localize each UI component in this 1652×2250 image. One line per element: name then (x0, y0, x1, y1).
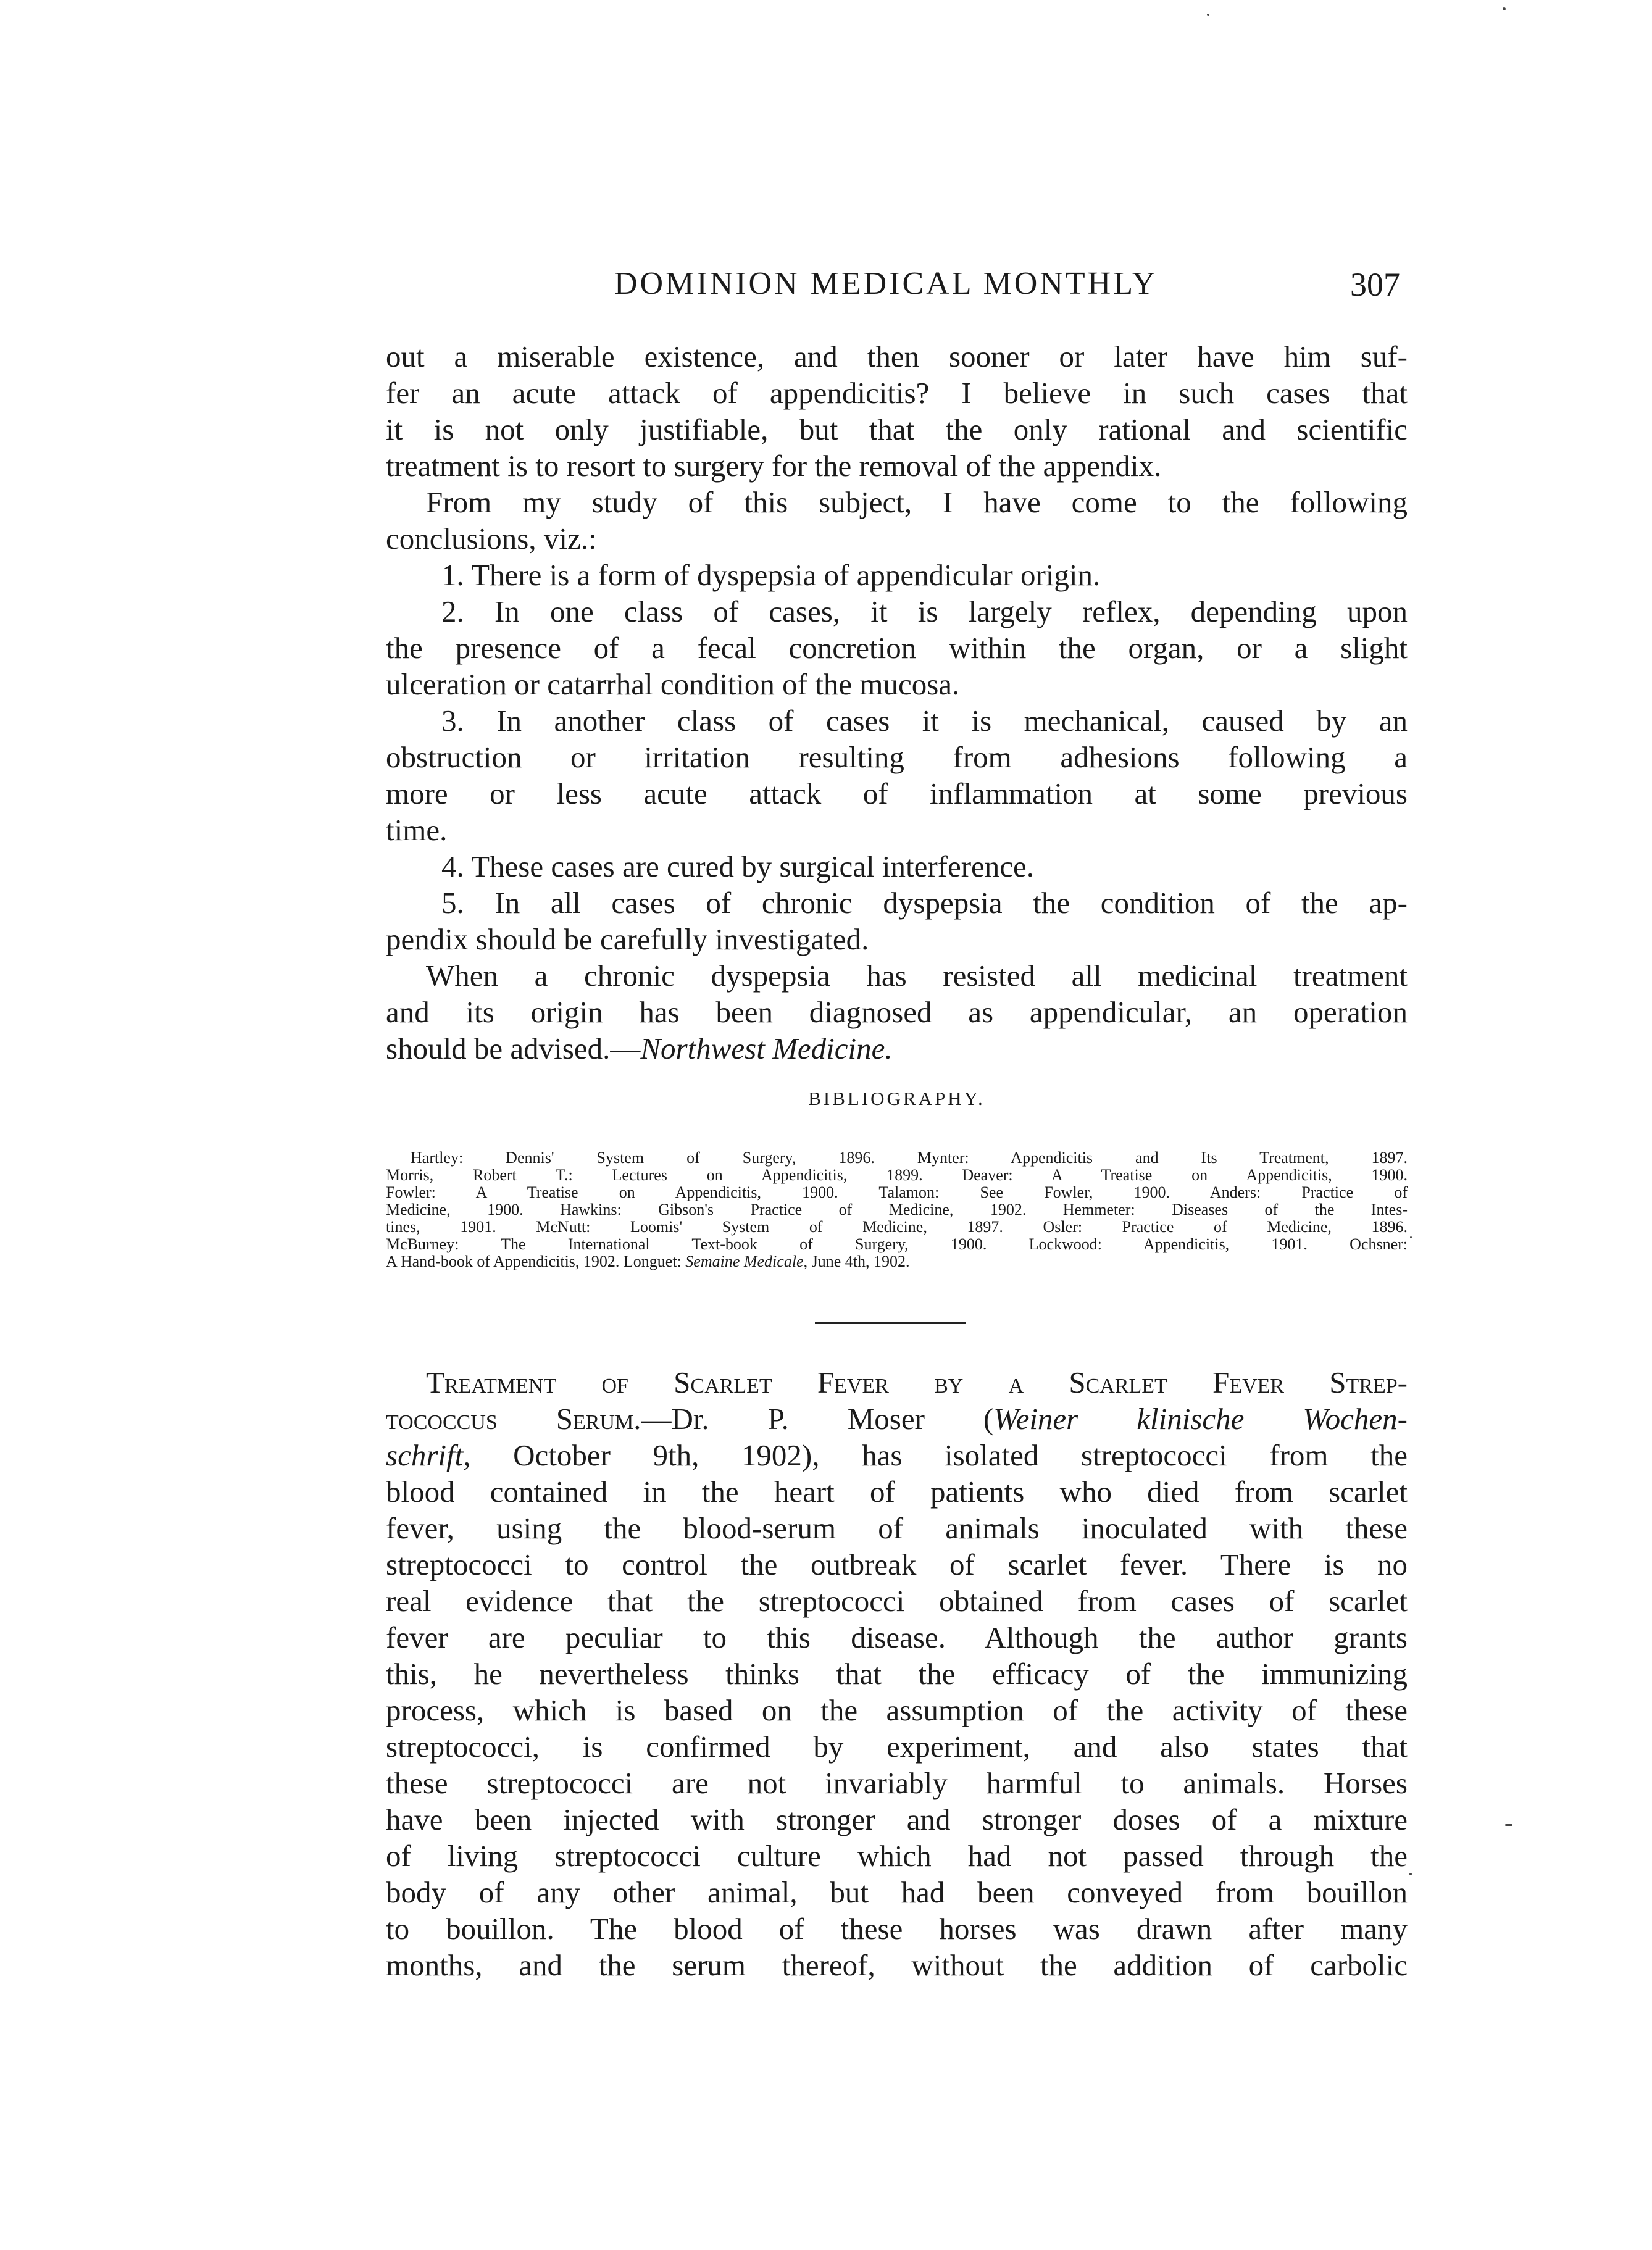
text-line: to bouillon. The blood of these horses was drawn after many (386, 1912, 1408, 1946)
text-line: fever, using the blood-serum of animals inoculated with these (386, 1511, 1408, 1545)
list-item: 5. In all cases of chronic dyspepsia the condition of the ap- (441, 886, 1408, 920)
bibliography-line: McBurney: The International Text-book of Surgery, 1900. Lockwood: Appendicitis, 1901. Ochsner: (386, 1235, 1408, 1253)
text-line: From my study of this subject, I have come to the following (426, 485, 1408, 519)
section-divider (815, 1322, 966, 1324)
list-item: 1. There is a form of dyspepsia of appendicular origin. (441, 558, 1101, 592)
text-line: it is not only justifiable, but that the only rational and scientific (386, 412, 1408, 446)
text-line: obstruction or irritation resulting from adhesions following a (386, 740, 1408, 774)
paragraph-continuation (386, 338, 1408, 484)
text-line (386, 1401, 1408, 1437)
text-line: of living streptococci culture which had not passed through the (386, 1839, 1408, 1873)
text-fragment: —Dr. P. Moser ( (641, 1402, 994, 1436)
text-line (386, 1437, 1408, 1473)
journal-title: DOMINION MEDICAL MONTHLY (614, 266, 1158, 301)
text-line: months, and the serum thereof, without the addition of carbolic (386, 1948, 1408, 1982)
text-line: time. (386, 813, 448, 847)
bibliography-line: Hartley: Dennis' System of Surgery, 1896. Mynter: Appendicitis and Its Treatment, 1897. (411, 1149, 1408, 1167)
text-line: conclusions, viz.: (386, 522, 597, 556)
text-fragment: A Hand-book of Appendicitis, 1902. Longuet: (386, 1252, 686, 1270)
text-line: and its origin has been diagnosed as appendicular, an operation (386, 995, 1408, 1029)
text-line: fever are peculiar to this disease. Although the author grants (386, 1620, 1408, 1654)
scan-speck (1410, 1236, 1412, 1238)
text-line: body of any other animal, but had been conveyed from bouillon (386, 1875, 1408, 1909)
text-line: When a chronic dyspepsia has resisted all medicinal treatment (426, 959, 1408, 993)
bibliography-heading: BIBLIOGRAPHY. (808, 1088, 985, 1109)
bibliography-line: Medicine, 1900. Hawkins: Gibson's Practice of Medicine, 1902. Hemmeter: Diseases of the Intes- (386, 1201, 1408, 1219)
text-line: these streptococci are not invariably harmful to animals. Horses (386, 1766, 1408, 1800)
article-title-text: Treatment of Scarlet Fever by a Scarlet Fever Strep- (426, 1365, 1408, 1399)
conclusions-list (386, 557, 1408, 957)
list-item: 3. In another class of cases it is mechanical, caused by an (441, 704, 1408, 738)
text-line: have been injected with stronger and stronger doses of a mixture (386, 1802, 1408, 1836)
list-item: 4. These cases are cured by surgical interference. (441, 849, 1035, 883)
page-number: 307 (1350, 266, 1400, 303)
scan-speck (1207, 14, 1209, 16)
scan-speck (1503, 7, 1506, 10)
scan-speck (1409, 1873, 1412, 1875)
list-item: 2. In one class of cases, it is largely reflex, depending upon (441, 594, 1408, 628)
bibliography-line (386, 1253, 1408, 1270)
article-title (386, 1364, 1408, 1401)
text-line: real evidence that the streptococci obtained from cases of scarlet (386, 1584, 1408, 1618)
text-line: treatment is to resort to surgery for the removal of the appendix. (386, 449, 1162, 483)
bibliography (386, 1149, 1408, 1270)
text-line: blood contained in the heart of patients who died from scarlet (386, 1475, 1408, 1509)
text-line: this, he nevertheless thinks that the efficacy of the immunizing (386, 1657, 1408, 1691)
text-line (386, 1030, 1408, 1067)
text-line: out a miserable existence, and then sooner or later have him suf- (386, 340, 1408, 373)
bibliography-line: Morris, Robert T.: Lectures on Appendicitis, 1899. Deaver: A Treatise on Appendicitis, 1900. (386, 1166, 1408, 1184)
paragraph-recommendation (386, 957, 1408, 1067)
journal-name: Weiner klinische Wochen- (993, 1402, 1408, 1436)
article-title-text: tococcus Serum. (386, 1402, 641, 1436)
bibliography-line: tines, 1901. McNutt: Loomis' System of Medicine, 1897. Osler: Practice of Medicine, 1896. (386, 1218, 1408, 1236)
source-citation: Northwest Medicine. (640, 1031, 893, 1065)
text-fragment: October 9th, 1902), has isolated streptococci from the (470, 1438, 1408, 1472)
text-line: streptococci to control the outbreak of scarlet fever. There is no (386, 1548, 1408, 1581)
journal-name: Semaine Medicale (685, 1252, 804, 1270)
scan-speck (1505, 1824, 1512, 1826)
text-line: the presence of a fecal concretion within the organ, or a slight (386, 631, 1408, 665)
text-line: process, which is based on the assumption of the activity of these (386, 1693, 1408, 1727)
running-head (386, 265, 1408, 315)
text-line: more or less acute attack of inflammation at some previous (386, 777, 1408, 810)
bibliography-line: Fowler: A Treatise on Appendicitis, 1900. Talamon: See Fowler, 1900. Anders: Practice of (386, 1183, 1408, 1201)
text-line: fer an acute attack of appendicitis? I believe in such cases that (386, 376, 1408, 410)
text-line: ulceration or catarrhal condition of the mucosa. (386, 667, 960, 701)
text-line: pendix should be carefully investigated. (386, 922, 869, 956)
journal-name: schrift, (386, 1438, 471, 1472)
paragraph-conclusions-intro (386, 484, 1408, 557)
text-line: streptococci, is confirmed by experiment, and also states that (386, 1730, 1408, 1764)
article-scarlet-fever (386, 1364, 1408, 1983)
text-fragment: , June 4th, 1902. (803, 1252, 910, 1270)
text-fragment: should be advised.— (386, 1031, 641, 1065)
